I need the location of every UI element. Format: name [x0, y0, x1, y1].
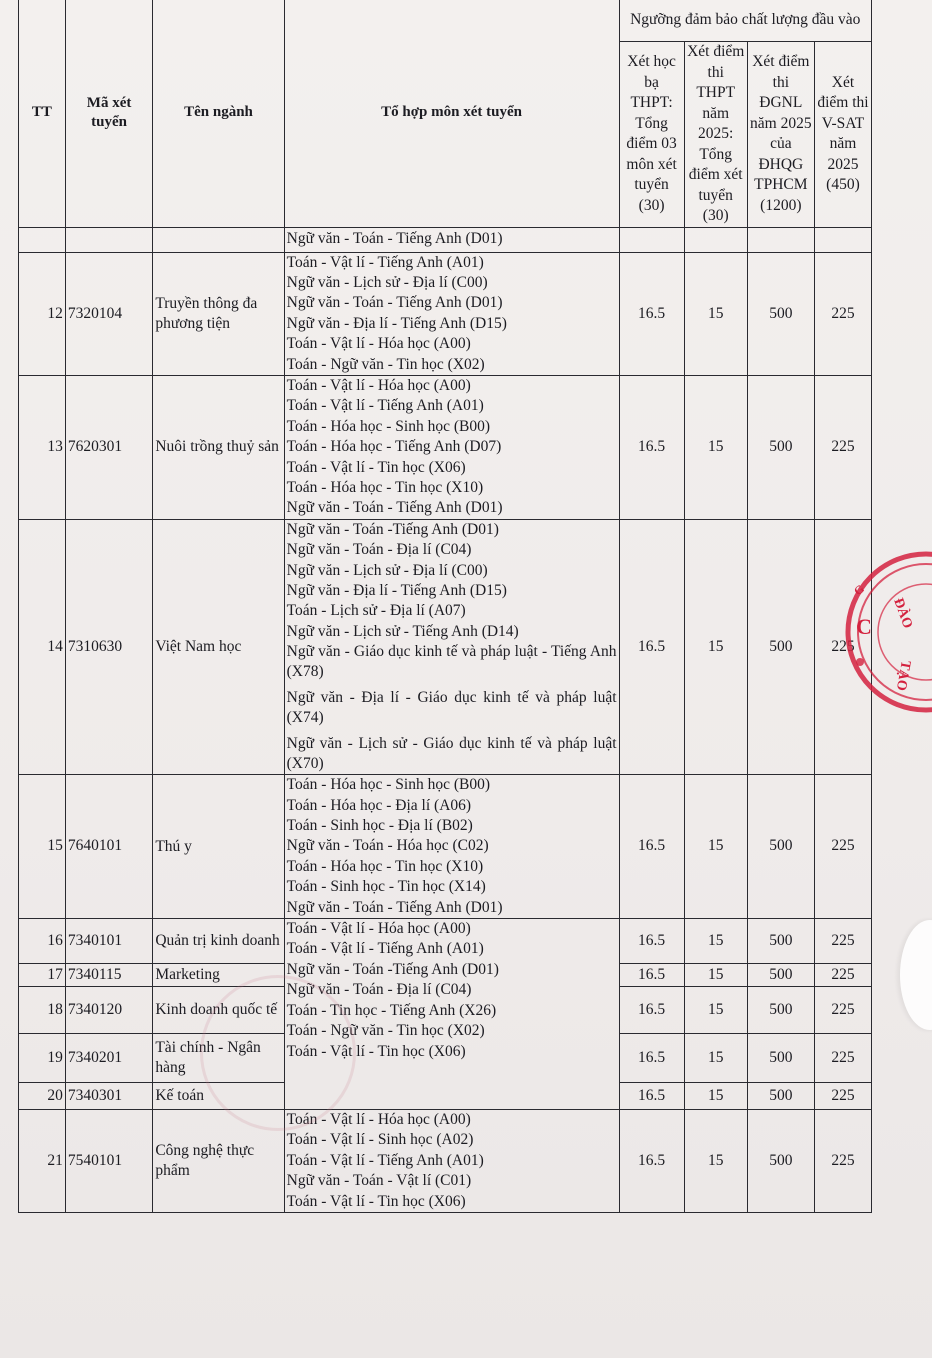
combo-item: Toán - Hóa học - Địa lí (A06) — [286, 796, 472, 814]
combo-item: Ngữ văn - Lịch sử - Tiếng Anh (D14) — [286, 622, 519, 640]
major-name: Truyền thông đa phương tiện — [153, 252, 284, 375]
score-hocba: 16.5 — [619, 775, 684, 919]
combo-item: Toán - Vật lí - Tin học (X06) — [286, 1042, 466, 1060]
combo-item: Ngữ văn - Giáo dục kinh tế và pháp luật - Tiếng Anh (X78) — [286, 643, 617, 681]
major-name: Kinh doanh quốc tế — [153, 987, 284, 1034]
combo-item: Toán - Sinh học - Tin học (X14) — [286, 878, 486, 896]
score-thpt: 15 — [684, 1110, 747, 1213]
page-edge-highlight — [900, 920, 932, 1030]
combo-item: Toán - Sinh học - Địa lí (B02) — [286, 817, 473, 835]
major-name: Nuôi trồng thuỷ sản — [153, 375, 284, 519]
combo-list — [284, 1110, 619, 1213]
header-combos: Tổ hợp môn xét tuyển — [284, 0, 619, 227]
combo-item: Ngữ văn - Địa lí - Tiếng Anh (D15) — [286, 314, 507, 332]
admission-table — [18, 0, 872, 1213]
combo-item: Ngữ văn - Toán -Tiếng Anh (D01) — [286, 960, 499, 978]
combo-item: Toán - Vật lí - Sinh học (A02) — [286, 1131, 474, 1149]
score-vsat: 225 — [814, 375, 871, 519]
score-hocba: 16.5 — [619, 964, 684, 987]
major-name: Kế toán — [153, 1083, 284, 1110]
score-vsat: 225 — [814, 1034, 871, 1083]
row-number: 21 — [19, 1110, 66, 1213]
score-thpt: 15 — [684, 1083, 747, 1110]
combo-item: Toán - Vật lí - Tiếng Anh (A01) — [286, 253, 484, 271]
major-code: 7340301 — [65, 1083, 153, 1110]
score-vsat: 225 — [814, 1110, 871, 1213]
combo-item: Ngữ văn - Toán - Vật lí (C01) — [286, 1172, 472, 1190]
score-dgnl: 500 — [747, 775, 814, 919]
svg-text:ĐÀO: ĐÀO — [890, 596, 915, 631]
row-number: 15 — [19, 775, 66, 919]
score-hocba: 16.5 — [619, 519, 684, 774]
score-hocba: 16.5 — [619, 1110, 684, 1213]
score-thpt: 15 — [684, 1034, 747, 1083]
major-code: 7540101 — [65, 1110, 153, 1213]
row-number: 12 — [19, 252, 66, 375]
combo-item: Toán - Vật lí - Tiếng Anh (A01) — [286, 1151, 484, 1169]
combo-item: Ngữ văn - Lịch sử - Địa lí (C00) — [286, 561, 488, 579]
combo-item: Toán - Lịch sử - Địa lí (A07) — [286, 602, 466, 620]
combo-item: Ngữ văn - Lịch sử - Giáo dục kinh tế và pháp luật (X70) — [286, 735, 617, 773]
combo-item: Toán - Vật lí - Tiếng Anh (A01) — [286, 397, 484, 415]
major-code: 7620301 — [65, 375, 153, 519]
score-hocba: 16.5 — [619, 375, 684, 519]
row-number: 17 — [19, 964, 66, 987]
table-row — [19, 519, 872, 774]
row-number: 13 — [19, 375, 66, 519]
score-vsat: 225 — [814, 919, 871, 964]
combo-item: Ngữ văn - Địa lí - Giáo dục kinh tế và pháp luật (X74) — [286, 689, 617, 727]
major-code: 7340120 — [65, 987, 153, 1034]
major-name: Marketing — [153, 964, 284, 987]
score-dgnl: 500 — [747, 1034, 814, 1083]
combo-item: Toán - Vật lí - Hóa học (A00) — [286, 1111, 471, 1129]
combo-item: Toán - Vật lí - Tin học (X06) — [286, 458, 466, 476]
row-number: 19 — [19, 1034, 66, 1083]
score-dgnl: 500 — [747, 252, 814, 375]
major-name: Tài chính - Ngân hàng — [153, 1034, 284, 1083]
score-vsat: 225 — [814, 252, 871, 375]
carryover-combo: Ngữ văn - Toán - Tiếng Anh (D01) — [284, 227, 619, 252]
score-thpt: 15 — [684, 919, 747, 964]
score-hocba: 16.5 — [619, 1083, 684, 1110]
header-major: Tên ngành — [153, 0, 284, 227]
score-thpt: 15 — [684, 987, 747, 1034]
combo-item: Ngữ văn - Toán -Tiếng Anh (D01) — [286, 520, 499, 538]
svg-text:C: C — [856, 614, 872, 639]
combo-item: Toán - Vật lí - Hóa học (A00) — [286, 376, 471, 394]
combo-list — [284, 519, 619, 774]
header-col-hocba: Xét học bạ THPT: Tổng điểm 03 môn xét tuyển (30) — [619, 42, 684, 228]
table-row — [19, 375, 872, 519]
combo-list — [284, 775, 619, 919]
score-dgnl: 500 — [747, 987, 814, 1034]
row-number: 16 — [19, 919, 66, 964]
row-number: 20 — [19, 1083, 66, 1110]
score-thpt: 15 — [684, 375, 747, 519]
header-col-thpt: Xét điểm thi THPT năm 2025: Tổng điểm xét tuyển (30) — [684, 42, 747, 228]
score-hocba: 16.5 — [619, 987, 684, 1034]
score-hocba: 16.5 — [619, 252, 684, 375]
table-row — [19, 775, 872, 919]
score-vsat: 225 — [814, 987, 871, 1034]
major-name: Việt Nam học — [153, 519, 284, 774]
combo-item: Toán - Ngữ văn - Tin học (X02) — [286, 355, 485, 373]
score-thpt: 15 — [684, 252, 747, 375]
major-code: 7640101 — [65, 775, 153, 919]
combo-item: Ngữ văn - Địa lí - Tiếng Anh (D15) — [286, 582, 507, 599]
combo-list — [284, 252, 619, 375]
svg-text:TẠO: TẠO — [892, 659, 913, 692]
shared-combo-list — [284, 919, 619, 1110]
combo-item: Ngữ văn - Toán - Tiếng Anh (D01) — [286, 294, 503, 312]
table-row — [19, 919, 872, 964]
header-tt: TT — [19, 0, 66, 227]
score-thpt: 15 — [684, 519, 747, 774]
combo-item: Toán - Vật lí - Tiếng Anh (A01) — [286, 940, 484, 958]
combo-item: Toán - Hóa học - Tin học (X10) — [286, 478, 484, 496]
major-name: Công nghệ thực phẩm — [153, 1110, 284, 1213]
header-code: Mã xét tuyển — [65, 0, 153, 227]
score-dgnl: 500 — [747, 519, 814, 774]
score-hocba: 16.5 — [619, 1034, 684, 1083]
major-code: 7320104 — [65, 252, 153, 375]
score-vsat: 225 — [814, 519, 871, 774]
major-name: Thú y — [153, 775, 284, 919]
header-col-dgnl: Xét điểm thi ĐGNL năm 2025 của ĐHQG TPHCM (1200) — [747, 42, 814, 228]
combo-item: Toán - Hóa học - Sinh học (B00) — [286, 417, 491, 435]
score-thpt: 15 — [684, 964, 747, 987]
score-hocba: 16.5 — [619, 919, 684, 964]
svg-text:G: G — [850, 581, 868, 599]
score-dgnl: 500 — [747, 1110, 814, 1213]
combo-item: Toán - Hóa học - Tin học (X10) — [286, 857, 484, 875]
score-vsat: 225 — [814, 964, 871, 987]
score-vsat: 225 — [814, 1083, 871, 1110]
combo-list — [284, 375, 619, 519]
major-name: Quản trị kinh doanh — [153, 919, 284, 964]
header-col-vsat: Xét điểm thi V-SAT năm 2025 (450) — [814, 42, 871, 228]
score-dgnl: 500 — [747, 375, 814, 519]
table-row — [19, 252, 872, 375]
combo-item: Toán - Ngữ văn - Tin học (X02) — [286, 1022, 485, 1040]
combo-item: Ngữ văn - Toán - Địa lí (C04) — [286, 981, 472, 999]
score-thpt: 15 — [684, 775, 747, 919]
combo-item: Ngữ văn - Toán - Tiếng Anh (D01) — [286, 898, 503, 916]
combo-item: Toán - Vật lí - Hóa học (A00) — [286, 335, 471, 353]
combo-item: Toán - Vật lí - Hóa học (A00) — [286, 920, 471, 938]
score-dgnl: 500 — [747, 964, 814, 987]
combo-item: Toán - Hóa học - Sinh học (B00) — [286, 776, 491, 794]
score-dgnl: 500 — [747, 919, 814, 964]
header-row-top — [19, 0, 872, 42]
row-number: 18 — [19, 987, 66, 1034]
header-threshold-group: Ngưỡng đảm bảo chất lượng đầu vào — [619, 0, 871, 42]
combo-item: Toán - Hóa học - Tiếng Anh (D07) — [286, 438, 502, 456]
score-vsat: 225 — [814, 775, 871, 919]
major-code: 7340115 — [65, 964, 153, 987]
major-code: 7340101 — [65, 919, 153, 964]
row-number: 14 — [19, 519, 66, 774]
combo-item: Toán - Tin học - Tiếng Anh (X26) — [286, 1001, 497, 1019]
combo-item: Ngữ văn - Toán - Tiếng Anh (D01) — [286, 499, 503, 517]
combo-item: Toán - Vật lí - Tin học (X06) — [286, 1192, 466, 1210]
table-row — [19, 1110, 872, 1213]
carryover-row — [19, 227, 872, 252]
major-code: 7340201 — [65, 1034, 153, 1083]
combo-item: Ngữ văn - Toán - Hóa học (C02) — [286, 837, 489, 855]
combo-item: Ngữ văn - Lịch sử - Địa lí (C00) — [286, 273, 488, 291]
major-code: 7310630 — [65, 519, 153, 774]
score-dgnl: 500 — [747, 1083, 814, 1110]
combo-item: Ngữ văn - Toán - Địa lí (C04) — [286, 541, 472, 559]
